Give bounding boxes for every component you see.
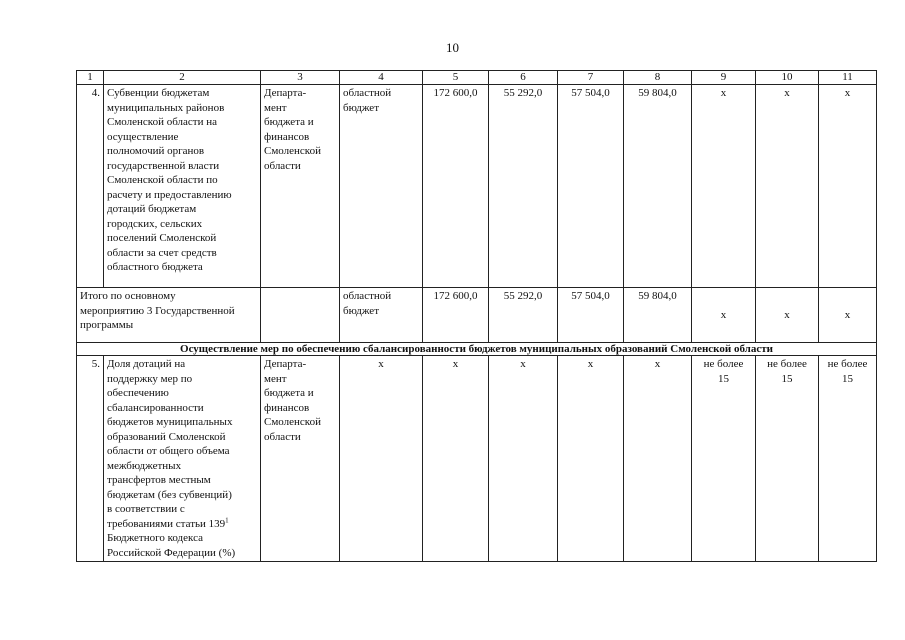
total-col6: 55 292,0 bbox=[489, 288, 558, 343]
target-line: 15 bbox=[718, 372, 729, 385]
name-line: Субвенции бюджетам bbox=[107, 87, 210, 99]
row-name bbox=[104, 356, 261, 562]
value-col5: x bbox=[423, 356, 489, 562]
executor-line: Департа- bbox=[264, 358, 307, 370]
value-col10: x bbox=[756, 85, 819, 288]
executor-line: финансов bbox=[264, 130, 310, 143]
name-line: Российской Федерации (%) bbox=[107, 546, 236, 559]
name-line: дотаций бюджетам bbox=[107, 203, 197, 215]
name-line: областного бюджета bbox=[107, 261, 203, 273]
name-line: осуществление bbox=[107, 130, 179, 143]
source-line: областной bbox=[343, 290, 392, 302]
total-col10: x bbox=[756, 288, 819, 343]
row-number: 5. bbox=[77, 356, 104, 562]
total-line: программы bbox=[80, 319, 134, 331]
total-line: мероприятию 3 Государственной bbox=[80, 304, 235, 317]
row-source bbox=[340, 85, 423, 288]
value-col4: x bbox=[340, 356, 423, 562]
total-col8: 59 804,0 bbox=[624, 288, 692, 343]
name-line: образований Смоленской bbox=[107, 430, 226, 443]
header-cell: 2 bbox=[104, 71, 261, 85]
total-col9: x bbox=[692, 288, 756, 343]
executor-line: бюджета и bbox=[264, 116, 314, 128]
row-name bbox=[104, 85, 261, 288]
total-executor bbox=[261, 288, 340, 343]
executor-line: финансов bbox=[264, 401, 310, 414]
executor-line: Смоленской bbox=[264, 145, 321, 157]
value-col9: x bbox=[692, 85, 756, 288]
target-line: 15 bbox=[781, 372, 793, 385]
source-line: бюджет bbox=[343, 101, 379, 114]
target-col9 bbox=[692, 356, 756, 562]
header-cell: 4 bbox=[340, 71, 423, 85]
name-line bbox=[107, 517, 257, 532]
name-line: бюджетам (без субвенций) bbox=[107, 488, 232, 501]
table-row-total bbox=[77, 288, 877, 343]
source-line: областной bbox=[343, 87, 392, 99]
value-col11: x bbox=[819, 85, 877, 288]
header-cell: 1 bbox=[77, 71, 104, 85]
executor-line: мент bbox=[264, 372, 287, 385]
total-col5: 172 600,0 bbox=[423, 288, 489, 343]
name-line: бюджетов муниципальных bbox=[107, 416, 233, 428]
section-header-row bbox=[77, 343, 877, 356]
amount-col7: 57 504,0 bbox=[558, 85, 624, 288]
name-line: в соответствии с bbox=[107, 503, 185, 515]
executor-line: области bbox=[264, 159, 301, 172]
executor-line: Департа- bbox=[264, 87, 307, 99]
name-line: обеспечению bbox=[107, 387, 169, 399]
name-line: области от общего объема bbox=[107, 445, 230, 457]
budget-table bbox=[76, 70, 877, 562]
total-col7: 57 504,0 bbox=[558, 288, 624, 343]
executor-line: Смоленской bbox=[264, 416, 321, 428]
header-cell: 10 bbox=[756, 71, 819, 85]
target-col11 bbox=[819, 356, 877, 562]
total-line: Итого по основному bbox=[80, 290, 176, 302]
name-line: городских, сельских bbox=[107, 217, 203, 230]
header-cell: 8 bbox=[624, 71, 692, 85]
total-col11: x bbox=[819, 288, 877, 343]
name-line: Смоленской области на bbox=[107, 116, 218, 128]
header-row bbox=[77, 71, 877, 85]
name-line: области за счет средств bbox=[107, 246, 217, 259]
name-line: муниципальных районов bbox=[107, 101, 225, 114]
name-line: сбалансированности bbox=[107, 401, 204, 414]
amount-col8: 59 804,0 bbox=[624, 85, 692, 288]
header-cell: 3 bbox=[261, 71, 340, 85]
name-line: расчету и предоставлению bbox=[107, 188, 232, 201]
page-number: 10 bbox=[446, 40, 459, 55]
name-line: поселений Смоленской bbox=[107, 232, 217, 244]
source-line: бюджет bbox=[343, 304, 379, 317]
name-line: полномочий органов bbox=[107, 145, 205, 157]
target-line: не более bbox=[767, 358, 807, 370]
total-source bbox=[340, 288, 423, 343]
value-col8: x bbox=[624, 356, 692, 562]
header-cell: 7 bbox=[558, 71, 624, 85]
value-col7: x bbox=[558, 356, 624, 562]
executor-line: мент bbox=[264, 101, 287, 114]
table-row-5 bbox=[77, 356, 877, 562]
header-cell: 9 bbox=[692, 71, 756, 85]
section-title: Осуществление мер по обеспечению сбалансированности бюджетов муниципальных образований Смоленской области bbox=[77, 343, 877, 356]
name-line: Доля дотаций на bbox=[107, 358, 186, 370]
executor-line: бюджета и bbox=[264, 387, 314, 399]
header-cell: 11 bbox=[819, 71, 877, 85]
total-label bbox=[77, 288, 261, 343]
target-line: не более bbox=[703, 358, 744, 370]
name-line: межбюджетных bbox=[107, 459, 182, 472]
target-line: не более bbox=[827, 358, 868, 370]
table-row-4 bbox=[77, 85, 877, 288]
target-col10 bbox=[756, 356, 819, 562]
value-col6: x bbox=[489, 356, 558, 562]
row-executor bbox=[261, 85, 340, 288]
header-cell: 5 bbox=[423, 71, 489, 85]
footnote-mark: 1 bbox=[225, 515, 229, 524]
name-line-text: требованиями статьи 139 bbox=[107, 517, 226, 530]
name-line: трансфертов местным bbox=[107, 474, 211, 486]
row-number: 4. bbox=[77, 85, 104, 288]
executor-line: области bbox=[264, 430, 301, 443]
header-cell: 6 bbox=[489, 71, 558, 85]
name-line: Смоленской области по bbox=[107, 174, 218, 186]
amount-col5: 172 600,0 bbox=[423, 85, 489, 288]
target-line: 15 bbox=[842, 372, 853, 385]
name-line: Бюджетного кодекса bbox=[107, 532, 204, 544]
name-line: поддержку мер по bbox=[107, 372, 193, 385]
row-executor bbox=[261, 356, 340, 562]
amount-col6: 55 292,0 bbox=[489, 85, 558, 288]
name-line: государственной власти bbox=[107, 159, 220, 172]
